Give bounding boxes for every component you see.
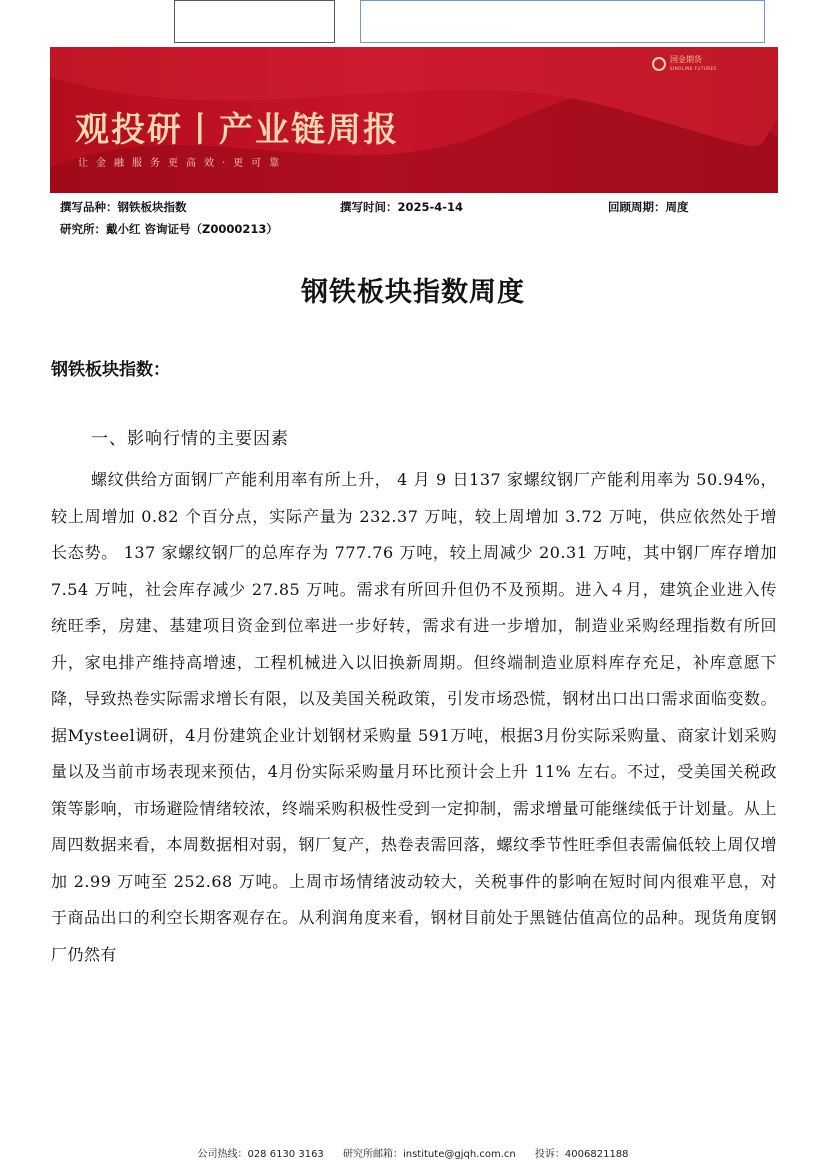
body-paragraph: 螺纹供给方面钢厂产能利用率有所上升， 4 月 9 日137 家螺纹钢厂产能利用率为 50.94%，较上周增加 0.82 个百分点，实际产量为 232.37 万吨，较上周增加 3.72 万吨，供应依然处于增长态势。 137 家螺纹钢厂的总库存为 777.76 万吨，较上周减少 20.31 万吨，其中钢厂库存增加 7.54 万吨，社会库存减少 27.85 万吨。需求有所回升但仍不及预期。进入４月，建筑企业进入传统旺季，房建、基建项目资金到位率进一步好转，需求有进一步增加，制造业采购经理指数有所回升，家电排产维持高增速，工程机械进入以旧换新周期。但终端制造业原料库存充足，补库意愿下降，导致热卷实际需求增长有限，以及美国关税政策，引发市场恐慌，钢材出口出口需求面临变数。据Mysteel调研，4月份建筑企业计划钢材采购量 591万吨，根据3月份实际采购量、商家计划采购量以及当前市场表现来预估，4月份实际采购量月环比预计会上升 11% 左右。不过，受美国关税政策等影响，市场避险情绪较浓，终端采购积极性受到一定抑制，需求增量可能继续低于计划量。从上周四数据来看，本周数据相对弱，钢厂复产，热卷表需回落，螺纹季节性旺季但表需偏低较上周仅增加 2.99 万吨至 252.68 万吨。上周市场情绪波动较大，关税事件的影响在短时间内很难平息，对于商品出口的利空长期客观存在。从利润角度来看，钢材目前处于黑链估值高位的品种。现货角度钢厂仍然有: [51, 470, 778, 964]
meta-period: 回顾周期：周度: [608, 200, 689, 214]
banner-slogan: 让金融服务更高效·更可靠: [78, 158, 288, 169]
logo-subtitle: SINOLINK FUTURES: [670, 66, 717, 71]
meta-time: 撰写时间：2025-4-14: [340, 200, 464, 214]
footer-hotline: 公司热线：028 6130 3163: [197, 1149, 324, 1160]
footer-complaint: 投诉：4006821188: [534, 1149, 629, 1160]
banner-title: 观投研丨产业链周报: [75, 110, 399, 150]
document-title: 钢铁板块指数周度: [301, 277, 525, 308]
section-label: 钢铁板块指数：: [51, 360, 170, 380]
page-footer: [0, 1145, 826, 1160]
logo-name: 国金期货: [670, 55, 702, 64]
company-logo: [652, 55, 717, 73]
footer-email: 研究所邮箱：institute@gjqh.com.cn: [342, 1149, 516, 1160]
header-box-right: [360, 0, 765, 43]
meta-institute: 研究所：戴小红 咨询证号（Z0000213）: [60, 222, 278, 236]
subheading: 一、影响行情的主要因素: [91, 429, 289, 449]
logo-mark-icon: [652, 57, 666, 71]
report-banner: [50, 47, 778, 193]
meta-variety: 撰写品种：钢铁板块指数: [60, 200, 187, 214]
header-box-left: [174, 0, 335, 43]
